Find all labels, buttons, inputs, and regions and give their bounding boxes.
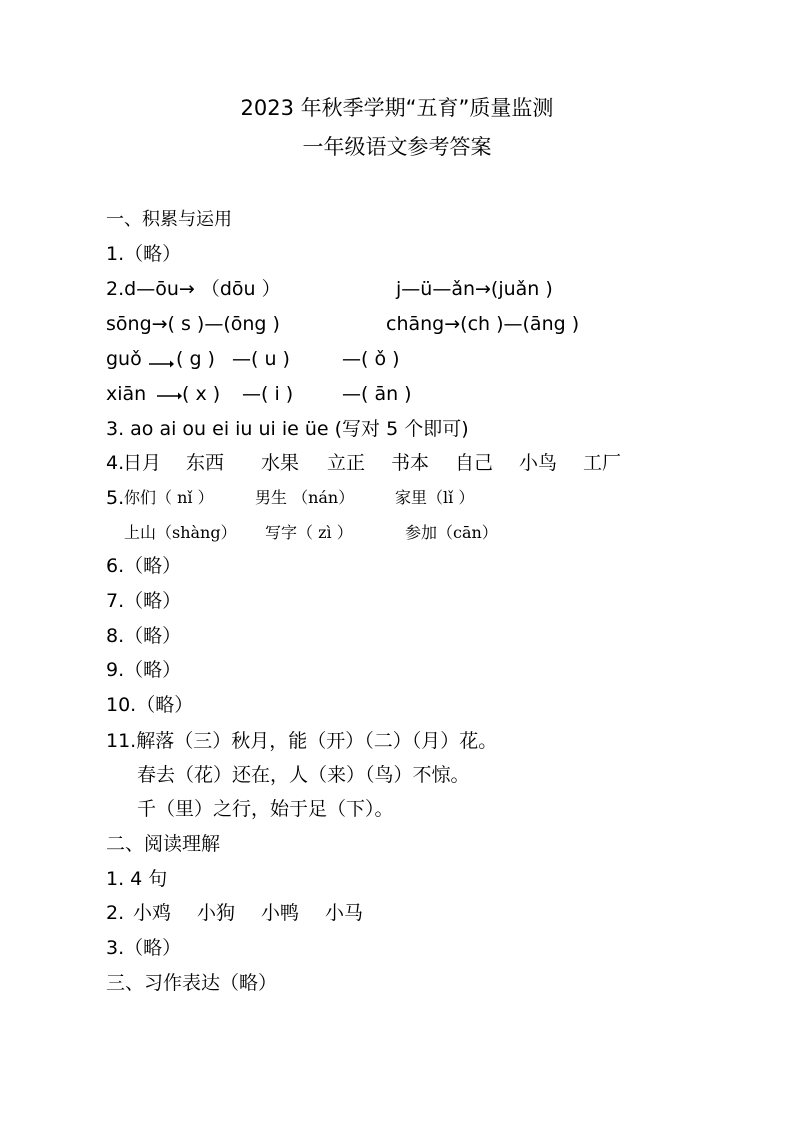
answer-1-9: 9.（略） [106,659,182,681]
answer-1-11-line-3: 千（里）之行，始于足（下）。 [137,798,394,820]
pinyin-word-answer: 上山（shàng） [124,523,237,542]
word-answer: 水果 [261,452,300,474]
word-answer: 小鸭 [261,902,300,924]
word-answer: 工厂 [583,452,622,474]
answer-1-11-line-1: 11.解落（三）秋月，能（开）（二）（月）花。 [106,730,498,752]
pinyin-part-g: ( g ) [176,348,215,370]
arrow-right-icon [156,383,182,412]
word-answer: 东西 [186,452,225,474]
answer-1-11-line-2: 春去（花）还在，人（来）（鸟）不惊。 [137,764,470,786]
section-heading-2: 二、阅读理解 [106,833,221,855]
question-number: 2. [106,902,125,924]
answer-1-7: 7.（略） [106,590,182,612]
answer-2-1: 1. 4 句 [106,868,168,890]
answer-1-8: 8.（略） [106,625,182,647]
answer-1-1: 1.（略） [106,243,182,265]
pinyin-part-x: ( x ) [182,383,221,405]
pinyin-part-u: —( u ) [232,348,290,370]
pinyin-part-i: —( i ) [242,383,294,405]
page-subtitle: 一年级语文参考答案 [302,135,492,159]
pinyin-word-answer: 参加（cān） [405,523,498,542]
page-title: 2023 年秋季学期“五育”质量监测 [240,96,554,120]
word-answer: 小狗 [197,902,236,924]
pinyin-answer-chang: chāng→(ch )—(āng ) [386,313,580,335]
pinyin-syllable-guo: guǒ [106,348,142,370]
word-answer: 日月 [123,452,162,474]
pinyin-word-answer: 写字（ zì ） [265,523,353,542]
pinyin-answer-dou: 2.d—ōu→ （dōu ） [106,278,281,300]
pinyin-answer-juan: j—ü—ǎn→(juǎn ) [396,278,553,300]
pinyin-word-answer: 家里（lǐ ） [395,488,475,507]
word-answer: 小鸟 [519,452,558,474]
pinyin-part-o: —( ǒ ) [342,348,400,370]
word-answer: 小马 [325,902,364,924]
answer-1-10: 10.（略） [106,694,194,716]
word-answer: 书本 [391,452,430,474]
word-answer: 自己 [455,452,494,474]
word-answer: 立正 [327,452,366,474]
pinyin-answer-song: sōng→( s )—(ōng ) [106,313,280,335]
section-heading-1: 一、积累与运用 [106,209,232,230]
pinyin-word-answer: 男生 （nán） [255,488,355,507]
pinyin-part-an: —( ān ) [342,383,412,405]
word-answer: 小鸡 [133,902,172,924]
question-number: 4. [106,452,125,474]
answer-1-6: 6.（略） [106,555,182,577]
arrow-right-icon [148,348,174,377]
answer-1-3: 3. ao ai ou ei iu ui ie üe (写对 5 个即可) [106,418,469,440]
pinyin-word-answer: 你们（ nǐ ） [124,488,214,507]
section-heading-3: 三、习作表达（略） [106,972,278,994]
answer-2-3: 3.（略） [106,937,182,959]
pinyin-syllable-xian: xiān [106,383,147,405]
question-number: 5. [106,487,125,509]
